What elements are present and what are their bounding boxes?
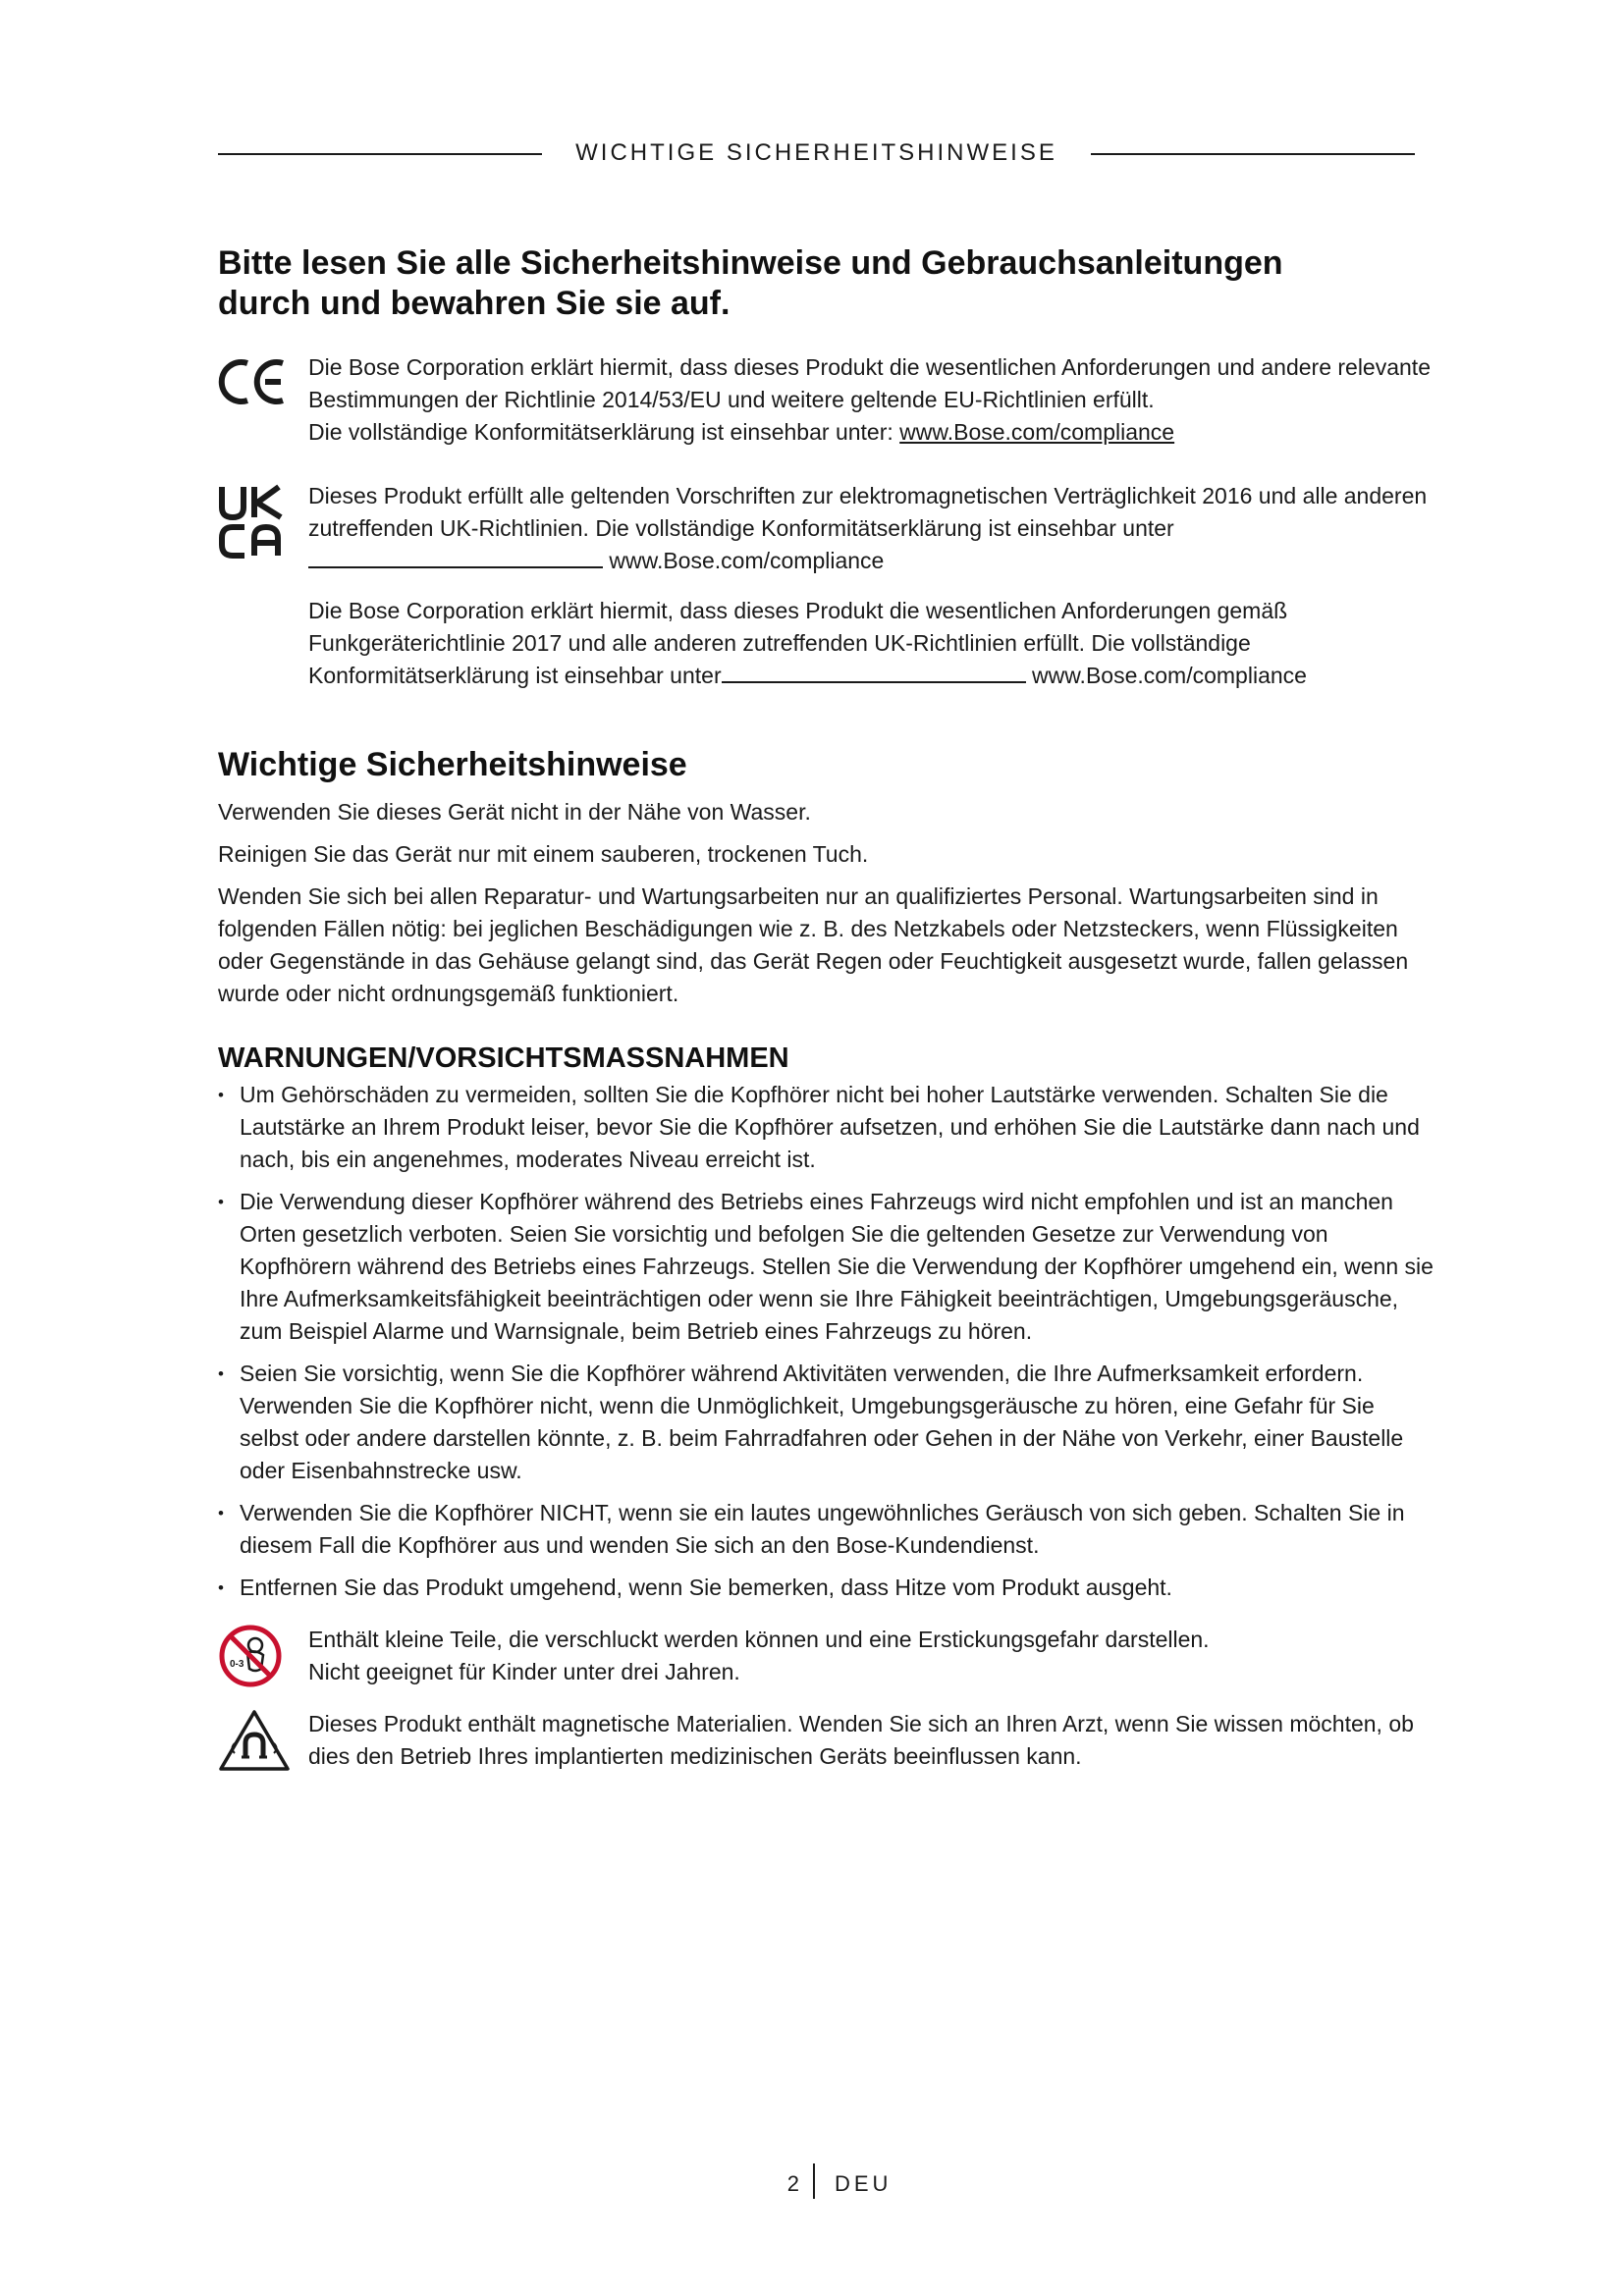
page-content	[218, 243, 1435, 1773]
ukca-radio-declaration	[218, 595, 1435, 692]
safety-heading: Wichtige Sicherheitshinweise	[218, 746, 687, 783]
running-header	[218, 135, 1415, 171]
safety-paragraph: Verwenden Sie dieses Gerät nicht in der Nähe von Wasser.	[218, 799, 811, 825]
intro-heading: Bitte lesen Sie alle Sicherheitshinweise und Gebrauchsanleitungen durch und bewahren Sie sie auf.	[218, 244, 1283, 322]
ukca-emc-url-line	[308, 545, 1435, 577]
ce-declaration	[218, 351, 1435, 449]
small-parts-line1: Enthält kleine Teile, die verschluckt werden können und eine Erstickungsgefahr darstellen.	[308, 1627, 1210, 1652]
warning-item: • Die Verwendung dieser Kopfhörer während des Betriebs eines Fahrzeugs wird nicht empfohlen und ist an manchen Orten gesetzlich verboten. Seien Sie vorsichtig und befolgen Sie die geltenden Gesetze zur Verwendung von Kopfhörern während des Betriebs eines Fahrzeugs. Stellen Sie die Verwendung der Kopfhörer umgehend ein, wenn sie Ihre Aufmerksamkeitsfähigkeit beeinträchtigen oder wenn sie Ihre Fähigkeit beeinträchtigen, Umgebungsgeräusche, zum Beispiel Alarme und Warnsignale, beim Betrieb eines Fahrzeugs zu hören.	[218, 1186, 1435, 1348]
warning-item: • Seien Sie vorsichtig, wenn Sie die Kopfhörer während Aktivitäten verwenden, die Ihre Aufmerksamkeit erfordern. Verwenden Sie die Kopfhörer nicht, wenn die Unmöglichkeit, Umgebungsgeräusche zu hören, eine Gefahr für Sie selbst oder andere darstellen könnte, z. B. beim Fahrradfahren oder Gehen in der Nähe von Verkehr, einer Baustelle oder Eisenbahnstrecke usw.	[218, 1358, 1435, 1487]
warning-item: • Entfernen Sie das Produkt umgehend, wenn Sie bemerken, dass Hitze vom Produkt ausgeht.	[218, 1572, 1435, 1604]
ukca-emc-text: Dieses Produkt erfüllt alle geltenden Vorschriften zur elektromagnetischen Verträglichkeit 2016 und alle anderen zutreffenden UK-Richtlinien. Die vollständige Konformitätserklärung ist einsehbar unter	[308, 483, 1428, 541]
ukca-declaration	[218, 480, 1435, 577]
magnet-notice	[218, 1708, 1435, 1773]
ce-mark-icon	[218, 357, 289, 406]
ce-compliance-prefix: Die vollständige Konformitätserklärung ist einsehbar unter:	[308, 419, 900, 445]
warnings-heading: WARNUNGEN/VORSICHTSMASSNAHMEN	[218, 1042, 789, 1074]
ukca-emc-url[interactable]: www.Bose.com/compliance	[609, 548, 885, 573]
age-label: 0-3	[230, 1659, 244, 1670]
magnet-text: Dieses Produkt enthält magnetische Materialien. Wenden Sie sich an Ihren Arzt, wenn Sie wissen möchten, ob dies den Betrieb Ihres implantierten medizinischen Geräts beeinflussen kann.	[308, 1711, 1414, 1769]
no-small-children-icon	[218, 1624, 283, 1697]
running-header-title: WICHTIGE SICHERHEITSHINWEISE	[575, 139, 1057, 166]
safety-paragraph: Reinigen Sie das Gerät nur mit einem sauberen, trockenen Tuch.	[218, 841, 869, 867]
header-rule-right	[1091, 153, 1415, 155]
ce-compliance-link[interactable]: www.Bose.com/compliance	[899, 419, 1175, 445]
page-number: 2	[786, 2171, 801, 2196]
ukca-radio-url[interactable]: www.Bose.com/compliance	[1032, 663, 1307, 688]
safety-paragraph: Wenden Sie sich bei allen Reparatur- und Wartungsarbeiten nur an qualifiziertes Personal. Wartungsarbeiten sind in folgenden Fällen nötig: bei jeglichen Beschädigungen wie z. B. des Netzkabels oder Netzsteckers, wenn Flüssigkeiten oder Gegenstände in das Gehäuse gelangt sind, das Gerät Regen oder Feuchtigkeit ausgesetzt wurde, fallen gelassen wurde oder nicht ordnungsgemäß funktioniert.	[218, 883, 1409, 1006]
ukca-emc-blank	[308, 547, 603, 568]
page-footer	[0, 2163, 1624, 2203]
warning-item: • Um Gehörschäden zu vermeiden, sollten Sie die Kopfhörer nicht bei hoher Lautstärke verwenden. Schalten Sie die Lautstärke an Ihrem Produkt leiser, bevor Sie die Kopfhörer aufsetzen, und erhöhen Sie die Lautstärke dann nach und nach, bis ein angenehmes, moderates Niveau erreicht ist.	[218, 1079, 1435, 1176]
ukca-radio-text-body: Die Bose Corporation erklärt hiermit, dass dieses Produkt die wesentlichen Anforderungen gemäß Funkgeräterichtlinie 2017 und alle anderen zutreffenden UK-Richtlinien erfüllt. Die vollständige Konformitätserklärung ist einsehbar unter	[308, 598, 1288, 688]
language-code: DEU	[835, 2171, 893, 2196]
ukca-radio-text	[308, 595, 1435, 692]
small-parts-notice	[218, 1624, 1435, 1688]
magnet-warning-icon	[218, 1708, 291, 1782]
small-parts-line2: Nicht geeignet für Kinder unter drei Jahren.	[308, 1659, 740, 1684]
ce-text: Die Bose Corporation erklärt hiermit, dass dieses Produkt die wesentlichen Anforderungen und andere relevante Bestimmungen der Richtlinie 2014/53/EU und weitere geltende EU-Richtlinien erfüllt.	[308, 354, 1431, 412]
ce-compliance-line	[308, 416, 1435, 449]
ukca-mark-icon	[218, 484, 289, 559]
warning-item: • Verwenden Sie die Kopfhörer NICHT, wenn sie ein lautes ungewöhnliches Geräusch von sich geben. Schalten Sie in diesem Fall die Kopfhörer aus und wenden Sie sich an den Bose-Kundendienst.	[218, 1497, 1435, 1562]
ukca-radio-blank	[722, 662, 1026, 683]
warnings-list	[218, 1079, 1435, 1604]
footer-separator	[813, 2163, 815, 2199]
